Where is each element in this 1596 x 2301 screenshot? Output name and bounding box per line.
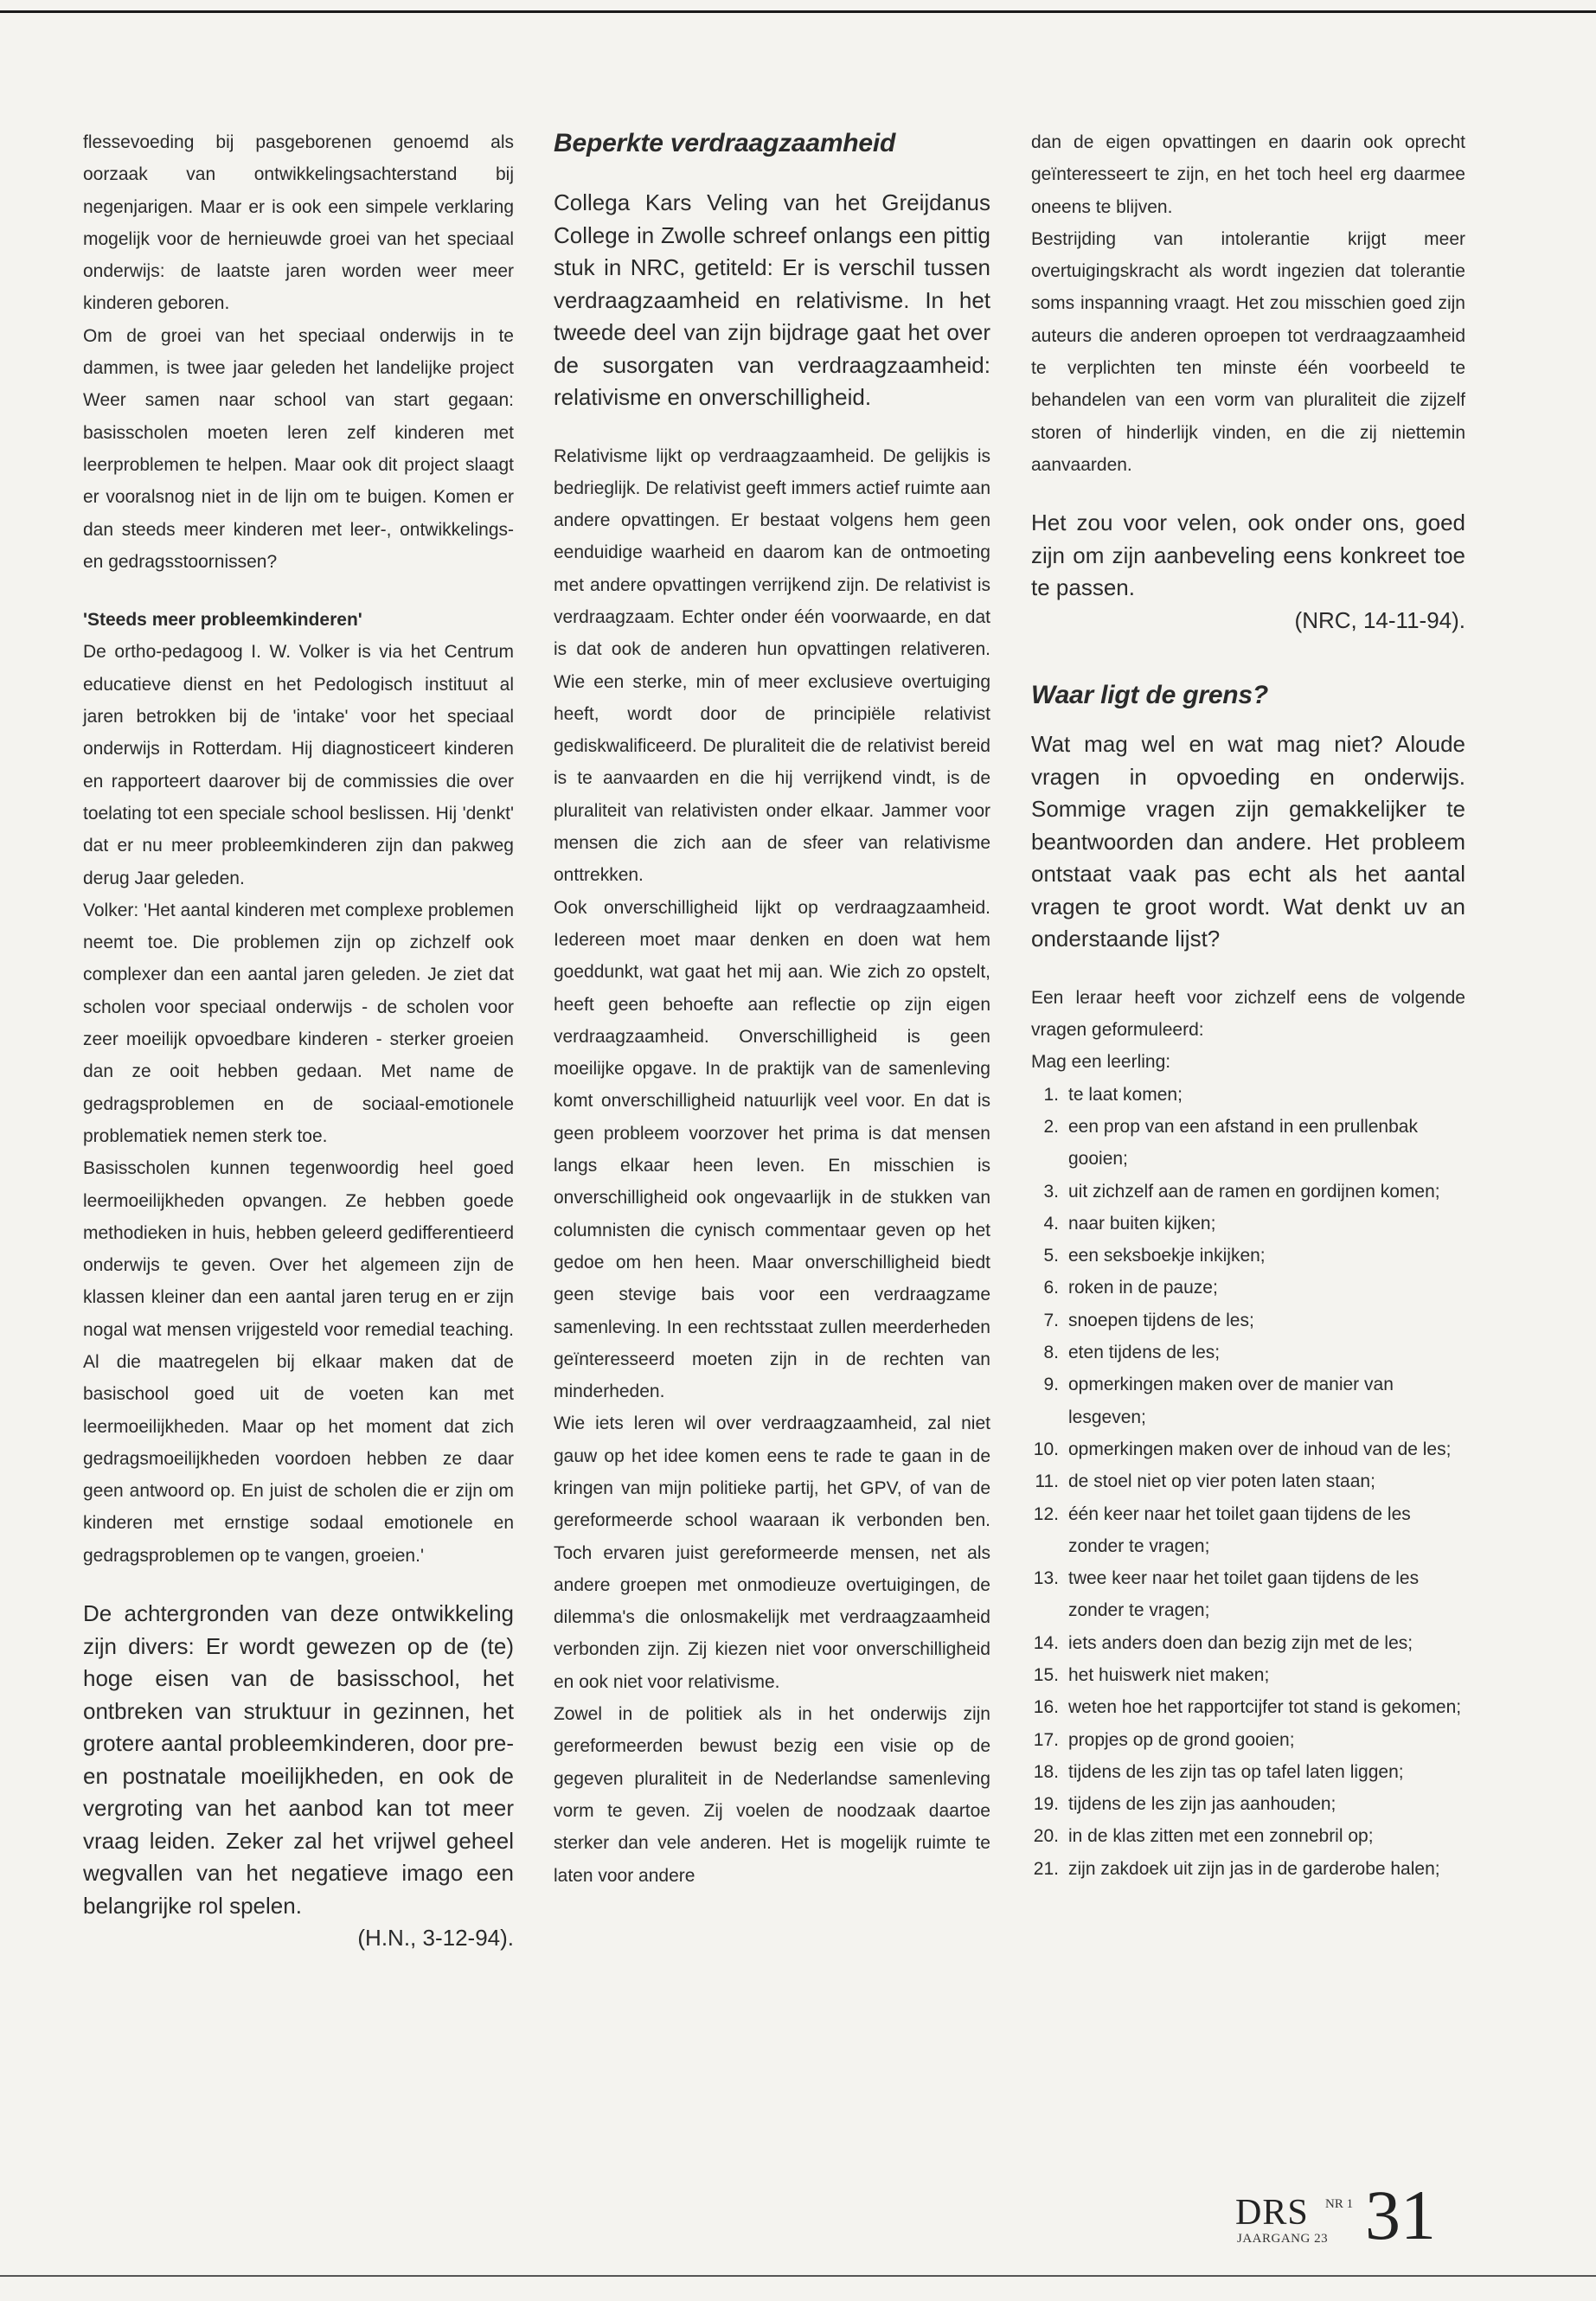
paragraph: De achtergronden van deze ontwikkeling zijn divers: Er wordt gewezen op de (te) hoge eisen van de basisschool, het ontbreken van struktuur in gezinnen, het grotere aantal probleemkinderen, door pre- en postnatale moeilijkheden, en ook de vergroting van het aanbod kan tot meer vraag leiden. Zeker zal het vrijwel geheel wegvallen van het negatieve imago een belangrijke rol spelen. <box>83 1600 514 1919</box>
list-item <box>1031 1465 1465 1497</box>
list-item <box>1031 1562 1465 1627</box>
item-text: twee keer naar het toilet gaan tijdens de les zonder te vragen; <box>1068 1568 1420 1621</box>
paragraph: Wie iets leren wil over verdraagzaamheid, zal niet gauw op het idee komen eens te rade te gaan in de kringen van mijn politieke partij, het GPV, of van de gereformeerde school waaraan ik verbonden ben. Toch ervaren juist gereformeerde mensen, net als andere groepen met onmodieuze overtuigingen, de dilemma's die onlosmakelijk met verdraagzaamheid verbonden zijn. Zij kiezen niet voor onverschilligheid en ook niet voor relativisme. <box>554 1413 990 1692</box>
item-number: 16. <box>1033 1697 1059 1718</box>
item-text: in de klas zitten met een zonnebril op; <box>1068 1826 1374 1847</box>
item-number: 14. <box>1033 1632 1059 1653</box>
list-item <box>1031 1304 1465 1336</box>
item-text: het huiswerk niet maken; <box>1068 1665 1270 1685</box>
paragraph: flessevoeding bij pasgeborenen genoemd als oorzaak van ontwikkelingsachterstand bij negenjarigen. Maar er is ook een simpele verklaring mogelijk voor de hernieuwde groei van het speciaal onderwijs: de laatste jaren worden weer meer kinderen geboren. <box>83 132 514 314</box>
paragraph: Relativisme lijkt op verdraagzaamheid. De gelijkis is bedrieglijk. De relativist geeft immers actief ruimte aan andere opvattingen. Er bestaat volgens hem geen eenduidige waarheid en daarom kan de ontmoeting met andere opvattingen verrijkend zijn. De relativist is verdraagzaam. Echter onder één voorwaarde, en dat is dat ook de anderen hun opvattingen relativeren. Wie een sterke, min of meer exclusieve overtuiging heeft, wordt door de principiële relativist gediskwalificeerd. De pluraliteit die de relativist bereid is te aanvaarden en die hij verrijkend vindt, is de pluraliteit van relativisten onder elkaar. Jammer voor mensen die zich aan de sfeer van relativisme onttrekken. <box>554 445 990 886</box>
item-number: 10. <box>1033 1439 1059 1459</box>
paragraph: Een leraar heeft voor zichzelf eens de volgende vragen geformuleerd: <box>1031 987 1465 1041</box>
paragraph: Bestrijding van intolerantie krijgt meer overtuigingskracht als wordt ingezien dat tolerantie soms inspanning vraagt. Het zou misschien goed zijn auteurs die anderen oproepen tot verdraagzaamheid te verplichten ten minste één voorbeeld te behandelen van een vorm van pluraliteit die zijzelf storen of hinderlijk vinden, en die zij niettemin aanvaarden. <box>1031 228 1465 475</box>
intro-paragraph: Collega Kars Veling van het Greijdanus College in Zwolle schreef onlangs een pittig stuk in NRC, getiteld: Er is verschil tussen verdraagzaamheid en relativisme. In het tweede deel van zijn bijdrage gaat het over de susorgaten van verdraagzaamheid: relativisme en onverschilligheid. <box>554 189 990 410</box>
column-right <box>1031 126 1465 1885</box>
item-text: iets anders doen dan bezig zijn met de les; <box>1068 1632 1413 1653</box>
section-heading: 'Steeds meer probleemkinderen' <box>83 610 362 631</box>
list-item <box>1031 1368 1465 1433</box>
item-text: een seksboekje inkijken; <box>1068 1246 1266 1266</box>
bottom-rule <box>0 2275 1596 2277</box>
item-number: 15. <box>1033 1665 1059 1685</box>
paragraph: dan de eigen opvattingen en daarin ook oprecht geïnteresseert te zijn, en het toch heel erg daarmee oneens te blijven. <box>1031 132 1465 217</box>
list-item <box>1031 1498 1465 1563</box>
item-number: 2. <box>1043 1116 1059 1137</box>
list-item <box>1031 1111 1465 1176</box>
list-item <box>1031 1820 1465 1852</box>
item-number: 11. <box>1035 1471 1059 1492</box>
list-item <box>1031 1208 1465 1240</box>
paragraph: Om de groei van het speciaal onderwijs in te dammen, is twee jaar geleden het landelijke project Weer samen naar school van start gegaan: basisscholen moeten leren zelf kinderen met leerproblemen te helpen. Maar ook dit project slaagt er vooralsnog niet in de lijn om te buigen. Komen er dan steeds meer kinderen met leer-, ontwikkelings- en gedragsstoornissen? <box>83 325 514 572</box>
paragraph: Basisscholen kunnen tegenwoordig heel goed leermoeilijkheden opvangen. Ze hebben goede methodieken in huis, hebben geleerd gedifferentieerd onderwijs te geven. Over het algemeen zijn de klassen kleiner dan een aantal jaren terug en er zijn nogal wat mensen vrijgesteld voor remedial teaching. Al die maatregelen bij elkaar maken dat de basischool goed uit de voeten kan met leermoeilijkheden. Maar op het moment dat zich gedragsmoeilijkheden voordoen hebben ze daar geen antwoord op. En juist de scholen die er zijn om kinderen met ernstige sodaal emotionele en gedragsproblemen op te vangen, groeien.' <box>83 1158 514 1566</box>
item-text: snoepen tijdens de les; <box>1068 1310 1254 1330</box>
article-heading: Waar ligt de grens? <box>1031 681 1269 710</box>
item-number: 13. <box>1033 1568 1059 1589</box>
paragraph: Volker: 'Het aantal kinderen met complexe problemen neemt toe. Die problemen zijn op zichzelf ook complexer dan een aantal jaren geleden. Je ziet dat scholen voor speciaal onderwijs - de scholen voor zeer moeilijk opvoedbare kinderen - sterker groeien dan ze ooit hebben gedaan. Met name de gedragsproblemen en de sociaal-emotionele problematiek nemen sterk toe. <box>83 900 514 1146</box>
intro-paragraph: Wat mag wel en wat mag niet? Aloude vragen in opvoeding en onderwijs. Sommige vragen zijn gemakkelijker te beantwoorden dan andere. Het probleem ontstaat vaak pas echt als het aantal vragen te groot wordt. Wat denkt uv an onderstaande lijst? <box>1031 731 1465 952</box>
item-text: eten tijdens de les; <box>1068 1343 1221 1363</box>
item-text: roken in de pauze; <box>1068 1278 1218 1298</box>
item-number: 7. <box>1043 1310 1059 1330</box>
paragraph: Mag een leerling: <box>1031 1052 1171 1073</box>
item-text: tijdens de les zijn tas op tafel laten liggen; <box>1068 1761 1404 1782</box>
item-number: 3. <box>1043 1181 1059 1202</box>
item-number: 5. <box>1043 1246 1059 1266</box>
list-item <box>1031 1176 1465 1208</box>
item-text: één keer naar het toilet gaan tijdens de les zonder te vragen; <box>1068 1503 1411 1556</box>
item-number: 9. <box>1043 1375 1059 1395</box>
list-item <box>1031 1659 1465 1691</box>
item-number: 20. <box>1033 1826 1059 1847</box>
top-rule <box>0 10 1596 13</box>
list-item <box>1031 1756 1465 1788</box>
volume-label: JAARGANG 23 <box>1237 2232 1329 2246</box>
item-text: de stoel niet op vier poten laten staan; <box>1068 1471 1375 1492</box>
item-number: 18. <box>1033 1761 1059 1782</box>
question-list <box>1031 1079 1465 1885</box>
item-text: naar buiten kijken; <box>1068 1213 1216 1234</box>
page-footer <box>1235 2176 1469 2258</box>
list-item <box>1031 1433 1465 1465</box>
list-item <box>1031 1853 1465 1885</box>
column-middle <box>554 126 990 1892</box>
item-text: zijn zakdoek uit zijn jas in de garderobe halen; <box>1068 1858 1440 1879</box>
item-number: 12. <box>1033 1503 1059 1524</box>
item-number: 4. <box>1043 1213 1059 1234</box>
item-number: 6. <box>1043 1278 1059 1298</box>
item-text: propjes op de grond gooien; <box>1068 1729 1295 1750</box>
paragraph: Zowel in de politiek als in het onderwijs zijn gereformeerden bewust bezig een visie op de gegeven pluraliteit in de Nederlandse samenleving vorm te geven. Zij voelen de noodzaak daartoe sterker dan vele anderen. Het is mogelijk ruimte te laten voor andere <box>554 1704 990 1886</box>
list-item <box>1031 1788 1465 1820</box>
list-item <box>1031 1691 1465 1723</box>
item-number: 17. <box>1033 1729 1059 1750</box>
list-item <box>1031 1079 1465 1111</box>
item-number: 1. <box>1043 1084 1059 1105</box>
item-text: een prop van een afstand in een prullenbak gooien; <box>1068 1116 1418 1170</box>
list-item <box>1031 1240 1465 1272</box>
page-number: 31 <box>1365 2176 1436 2254</box>
list-item <box>1031 1272 1465 1304</box>
item-number: 19. <box>1033 1794 1059 1815</box>
magazine-name: DRS <box>1235 2193 1309 2233</box>
list-item <box>1031 1627 1465 1659</box>
paragraph: Het zou voor velen, ook onder ons, goed zijn om zijn aanbeveling eens konkreet toe te passen. <box>1031 510 1465 601</box>
item-text: opmerkingen maken over de inhoud van de les; <box>1068 1439 1452 1459</box>
list-item <box>1031 1724 1465 1756</box>
column-left <box>83 126 514 1955</box>
item-text: te laat komen; <box>1068 1084 1183 1105</box>
source-citation: (H.N., 3-12-94). <box>357 1925 514 1952</box>
item-text: tijdens de les zijn jas aanhouden; <box>1068 1794 1336 1815</box>
paragraph: De ortho-pedagoog I. W. Volker is via het Centrum educatieve dienst en het Pedologisch instituut al jaren betrokken bij de 'intake' voor het speciaal onderwijs in Rotterdam. Hij diagnosticeert kinderen en rapporteert daarover bij de commissies die over toelating tot een speciale school beslissen. Hij 'denkt' dat er nu meer probleemkinderen zijn dan pakweg derug Jaar geleden. <box>83 642 514 888</box>
item-number: 21. <box>1033 1858 1059 1879</box>
issue-number: NR 1 <box>1325 2197 1354 2211</box>
list-item <box>1031 1336 1465 1368</box>
item-number: 8. <box>1043 1343 1059 1363</box>
item-text: uit zichzelf aan de ramen en gordijnen komen; <box>1068 1181 1440 1202</box>
item-text: opmerkingen maken over de manier van lesgeven; <box>1068 1375 1394 1427</box>
paragraph: Ook onverschilligheid lijkt op verdraagzaamheid. Iedereen moet maar denken en doen wat hem goeddunkt, wat gaat het mij aan. Wie zich zo opstelt, heeft geen behoefte aan reflectie op zijn eigen verdraagzaamheid. Onverschilligheid is geen moeilijke opgave. In de praktijk van de samenleving komt onverschilligheid natuurlijk veel voor. En dat is geen probleem voorzover het prima is dat mensen langs elkaar heen leven. En misschien is onverschilligheid ook ongevaarlijk in de stukken van columnisten die cynisch commentaar geven op het gedoe om hen heen. Maar onverschilligheid biedt geen stevige bais voor een verdraagzame samenleving. In een rechtsstaat zullen meerderheden geïnteresseerd moeten zijn in de rechten van minderheden. <box>554 897 990 1402</box>
source-citation: (NRC, 14-11-94). <box>1294 606 1465 633</box>
item-text: weten hoe het rapportcijfer tot stand is gekomen; <box>1068 1697 1462 1718</box>
article-heading: Beperkte verdraagzaamheid <box>554 129 896 157</box>
